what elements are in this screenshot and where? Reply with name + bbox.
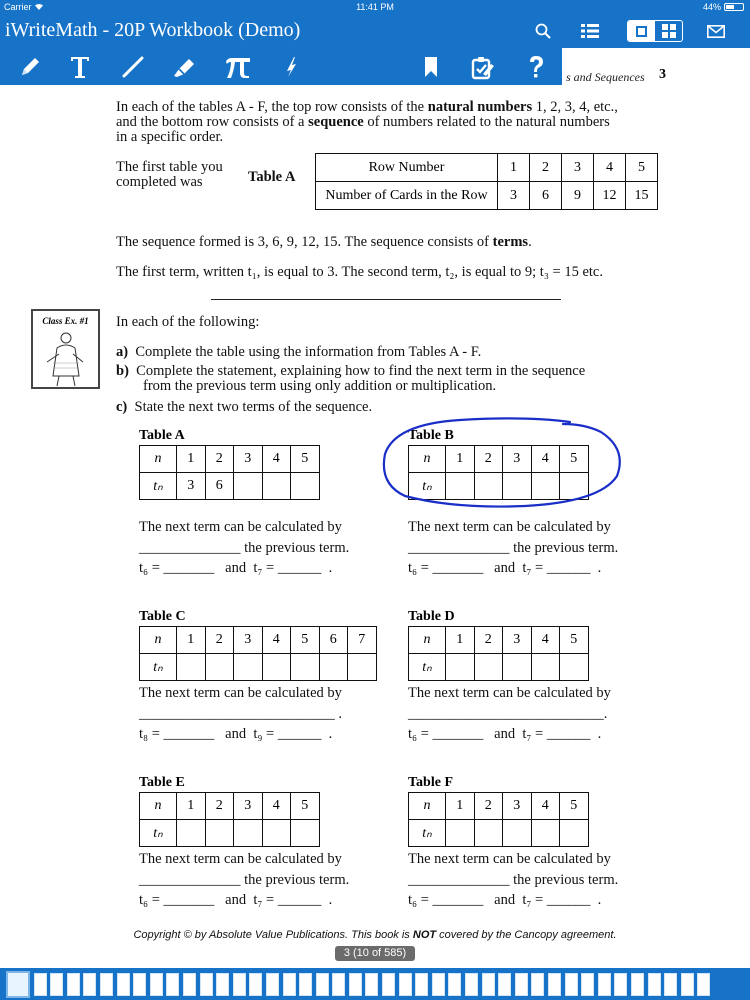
thumbnail[interactable] <box>531 973 544 996</box>
table-cell: 4 <box>262 793 291 820</box>
intro-line-1: In each of the tables A - F, the top row consists of the natural numbers 1, 2, 3, 4, etc., <box>116 99 618 115</box>
answer-cell[interactable] <box>234 654 263 681</box>
row-number-header: Row Number <box>316 154 498 182</box>
thumbnail[interactable] <box>34 973 47 996</box>
table-d-terms[interactable]: t₆ = _______ and t₇ = ______ . <box>408 726 602 742</box>
class-example-badge <box>31 309 100 389</box>
thumbnail[interactable] <box>216 973 229 996</box>
thumbnail[interactable] <box>183 973 196 996</box>
instruction-a: a) Complete the table using the information from Tables A - F. <box>116 344 482 360</box>
answer-cell[interactable] <box>531 654 560 681</box>
table-f-statement: The next term can be calculated by <box>408 851 611 867</box>
table-cell: 3 <box>503 793 532 820</box>
answer-cell[interactable] <box>531 820 560 847</box>
thumbnail[interactable] <box>482 973 495 996</box>
first-table-text-1: The first table you <box>116 159 223 175</box>
table-cell: 2 <box>474 627 503 654</box>
table-cell: 2 <box>205 793 234 820</box>
table-f-label: Table F <box>408 775 453 790</box>
table-a[interactable] <box>139 445 320 500</box>
table-row <box>409 654 589 681</box>
table-cell: 3 <box>234 627 263 654</box>
app-title: iWriteMath - 20P Workbook (Demo) <box>5 19 301 41</box>
class-example-label: Class Ex. #1 <box>42 316 89 326</box>
thumbnail-current[interactable] <box>6 971 30 998</box>
thumbnail[interactable] <box>50 973 63 996</box>
table-cell: 9 <box>562 182 594 210</box>
answer-cell[interactable] <box>503 654 532 681</box>
list-icon[interactable] <box>578 20 602 42</box>
thumbnail[interactable] <box>283 973 296 996</box>
table-cell: 4 <box>531 446 560 473</box>
table-row <box>409 820 589 847</box>
table-a-title: Table A <box>248 169 296 185</box>
table-row <box>140 446 320 473</box>
view-mode-toggle[interactable] <box>627 20 683 42</box>
instruction-b-cont: from the previous term using only addition or multiplication. <box>143 378 497 394</box>
copyright-notice: Copyright © by Absolute Value Publications. This book is NOT covered by the Cancopy agreement. <box>133 929 617 941</box>
table-cell: 15 <box>626 182 658 210</box>
answer-cell[interactable] <box>262 820 291 847</box>
thumbnail[interactable] <box>67 973 80 996</box>
table-f-terms[interactable]: t₆ = _______ and t₇ = ______ . <box>408 892 602 908</box>
first-term-sentence: The first term, written t₁, is equal to 3. The second term, t₂, is equal to 9; t₃ = 15 etc. <box>116 264 603 280</box>
n-header: n <box>409 446 446 473</box>
thumbnail[interactable] <box>233 973 246 996</box>
table-cell: 4 <box>531 627 560 654</box>
instruction-c: c) State the next two terms of the sequence. <box>116 399 373 415</box>
page-thumbnail-strip[interactable] <box>0 968 750 1000</box>
table-cell: 2 <box>474 793 503 820</box>
answer-cell[interactable] <box>291 654 320 681</box>
page-header: s and Sequences <box>566 70 645 84</box>
table-cell: 2 <box>474 446 503 473</box>
thumbnail[interactable] <box>415 973 428 996</box>
answer-cell[interactable] <box>474 654 503 681</box>
thumbnail[interactable] <box>316 973 329 996</box>
thumbnail[interactable] <box>117 973 130 996</box>
line-icon[interactable] <box>117 51 149 82</box>
table-row <box>316 154 658 182</box>
table-cell: 3 <box>498 182 530 210</box>
thumbnail[interactable] <box>299 973 312 996</box>
checklist-icon[interactable] <box>466 51 498 82</box>
table-c-blank[interactable]: ___________________________ . <box>139 706 342 722</box>
answer-cell[interactable] <box>503 820 532 847</box>
table-cell: 3 <box>234 446 263 473</box>
thumbnail[interactable] <box>332 973 345 996</box>
n-header: n <box>140 793 177 820</box>
tn-header: tₙ <box>409 820 446 847</box>
table-cell: 1 <box>446 627 475 654</box>
grid-icon[interactable] <box>655 21 682 41</box>
table-d[interactable] <box>408 626 589 681</box>
table-row <box>140 820 320 847</box>
battery-icon <box>724 3 744 11</box>
table-cell: 4 <box>262 446 291 473</box>
thumbnail[interactable] <box>83 973 96 996</box>
answer-cell[interactable] <box>177 820 206 847</box>
pi-icon[interactable] <box>222 51 254 82</box>
table-a-label: Table A <box>139 428 185 443</box>
n-header: n <box>140 627 177 654</box>
n-header: n <box>409 627 446 654</box>
tn-header: tₙ <box>409 473 446 500</box>
table-b-statement: The next term can be calculated by <box>408 519 611 535</box>
search-icon[interactable] <box>531 20 555 42</box>
intro-line-3: in a specific order. <box>116 129 224 145</box>
table-cell: 1 <box>177 793 206 820</box>
sequence-sentence: The sequence formed is 3, 6, 9, 12, 15. The sequence consists of terms. <box>116 234 532 250</box>
table-cell: 5 <box>291 446 320 473</box>
status-bar <box>0 0 750 14</box>
answer-cell[interactable] <box>234 473 263 500</box>
table-cell: 7 <box>348 627 377 654</box>
text-icon[interactable] <box>64 51 96 82</box>
table-cell: 6 <box>530 182 562 210</box>
thumbnail[interactable] <box>382 973 395 996</box>
pen-icon[interactable] <box>14 51 46 82</box>
table-cell: 2 <box>530 154 562 182</box>
thumbnail[interactable] <box>598 973 611 996</box>
thumbnail[interactable] <box>133 973 146 996</box>
answer-cell[interactable] <box>177 654 206 681</box>
single-page-icon[interactable] <box>628 21 655 41</box>
table-cell: 4 <box>594 154 626 182</box>
answer-cell[interactable] <box>348 654 377 681</box>
table-cell: 3 <box>503 446 532 473</box>
table-cell: 2 <box>205 627 234 654</box>
help-icon[interactable] <box>520 51 552 82</box>
answer-cell[interactable] <box>319 654 348 681</box>
answer-cell[interactable] <box>291 820 320 847</box>
thumbnail[interactable] <box>681 973 694 996</box>
table-cell: 5 <box>626 154 658 182</box>
table-cell: 5 <box>291 793 320 820</box>
table-d-statement: The next term can be calculated by <box>408 685 611 701</box>
thumbnail[interactable] <box>448 973 461 996</box>
table-b-blank[interactable]: ______________ the previous term. <box>408 540 619 556</box>
cards-header: Number of Cards in the Row <box>316 182 498 210</box>
thumbnail[interactable] <box>631 973 644 996</box>
answer-cell[interactable] <box>474 820 503 847</box>
thumbnail[interactable] <box>399 973 412 996</box>
thumbnail[interactable] <box>349 973 362 996</box>
thumbnail[interactable] <box>432 973 445 996</box>
answer-cell[interactable] <box>262 473 291 500</box>
tn-header: tₙ <box>140 473 177 500</box>
bookmark-icon[interactable] <box>415 51 447 82</box>
answer-cell[interactable] <box>560 820 589 847</box>
table-a-blank[interactable]: ______________ the previous term. <box>139 540 350 556</box>
table-b-terms[interactable]: t₆ = _______ and t₇ = ______ . <box>408 560 602 576</box>
table-cell: 1 <box>177 446 206 473</box>
row-cards-table <box>315 153 658 210</box>
status-time: 11:41 PM <box>356 2 394 12</box>
table-cell: 1 <box>446 793 475 820</box>
table-e[interactable] <box>139 792 320 847</box>
instruction-b: b) Complete the statement, explaining how to find the next term in the sequence <box>116 363 586 379</box>
table-cell: 6 <box>319 627 348 654</box>
highlighter-icon[interactable] <box>168 51 200 82</box>
thumbnail[interactable] <box>498 973 511 996</box>
table-cell: 12 <box>594 182 626 210</box>
table-cell: 5 <box>560 793 589 820</box>
page-number: 3 <box>659 67 666 82</box>
intro-line-2: and the bottom row consists of a sequence of numbers related to the natural numbers <box>116 114 610 130</box>
thumbnail[interactable] <box>648 973 661 996</box>
workbook-page[interactable] <box>0 48 750 968</box>
ink-circle-annotation[interactable] <box>375 414 625 514</box>
thumbnail[interactable] <box>266 973 279 996</box>
table-f[interactable] <box>408 792 589 847</box>
answer-cell[interactable]: 6 <box>205 473 234 500</box>
annotation-toolbar <box>0 48 562 85</box>
thumbnail[interactable] <box>249 973 262 996</box>
table-cell: 1 <box>177 627 206 654</box>
thumbnail[interactable] <box>581 973 594 996</box>
table-cell: 2 <box>205 446 234 473</box>
table-cell: 1 <box>498 154 530 182</box>
table-cell: 5 <box>291 627 320 654</box>
answer-cell[interactable] <box>446 654 475 681</box>
table-b-label: Table B <box>408 428 454 443</box>
table-c-terms[interactable]: t₈ = _______ and t₉ = ______ . <box>139 726 333 742</box>
table-row <box>409 627 589 654</box>
table-d-blank[interactable]: ___________________________. <box>408 706 608 722</box>
thumbnail[interactable] <box>664 973 677 996</box>
answer-cell[interactable] <box>262 654 291 681</box>
answer-cell[interactable] <box>291 473 320 500</box>
table-a-statement: The next term can be calculated by <box>139 519 342 535</box>
table-e-terms[interactable]: t₆ = _______ and t₇ = ______ . <box>139 892 333 908</box>
table-row <box>140 654 377 681</box>
answer-cell[interactable] <box>205 654 234 681</box>
page-indicator: 3 (10 of 585) <box>335 946 415 961</box>
table-cell: 4 <box>531 793 560 820</box>
in-each-following: In each of the following: <box>116 314 260 330</box>
tn-header: tₙ <box>409 654 446 681</box>
status-right <box>703 2 744 12</box>
table-cell: 4 <box>262 627 291 654</box>
table-d-label: Table D <box>408 609 455 624</box>
thumbnail[interactable] <box>515 973 528 996</box>
tn-header: tₙ <box>140 654 177 681</box>
title-bar <box>0 14 750 48</box>
carrier-label: Carrier <box>4 2 32 12</box>
answer-cell[interactable] <box>234 820 263 847</box>
thumbnail[interactable] <box>614 973 627 996</box>
table-row <box>409 793 589 820</box>
n-header: n <box>409 793 446 820</box>
table-c[interactable] <box>139 626 377 681</box>
table-cell: 3 <box>562 154 594 182</box>
table-a-terms[interactable]: t₆ = _______ and t₇ = ______ . <box>139 560 333 576</box>
table-cell: 3 <box>234 793 263 820</box>
teacher-icon <box>33 328 98 388</box>
thumbnail[interactable] <box>365 973 378 996</box>
thumbnail[interactable] <box>565 973 578 996</box>
thumbnail[interactable] <box>548 973 561 996</box>
table-row <box>140 627 377 654</box>
first-table-text-2: completed was <box>116 174 203 190</box>
answer-cell[interactable] <box>205 820 234 847</box>
pointer-icon[interactable] <box>275 51 307 82</box>
answer-cell[interactable] <box>446 820 475 847</box>
table-cell: 1 <box>446 446 475 473</box>
answer-cell[interactable]: 3 <box>177 473 206 500</box>
tn-header: tₙ <box>140 820 177 847</box>
thumbnail[interactable] <box>100 973 113 996</box>
table-f-blank[interactable]: ______________ the previous term. <box>408 872 619 888</box>
table-e-label: Table E <box>139 775 185 790</box>
mail-icon[interactable] <box>704 20 728 42</box>
table-c-label: Table C <box>139 609 186 624</box>
thumbnail[interactable] <box>150 973 163 996</box>
thumbnail[interactable] <box>200 973 213 996</box>
table-e-blank[interactable]: ______________ the previous term. <box>139 872 350 888</box>
table-row <box>140 793 320 820</box>
table-cell: 3 <box>503 627 532 654</box>
table-row <box>140 473 320 500</box>
table-row <box>316 182 658 210</box>
thumbnail[interactable] <box>697 973 710 996</box>
table-cell: 5 <box>560 446 589 473</box>
battery-percent: 44% <box>702 2 721 12</box>
table-cell: 5 <box>560 627 589 654</box>
table-e-statement: The next term can be calculated by <box>139 851 342 867</box>
answer-cell[interactable] <box>560 654 589 681</box>
thumbnail[interactable] <box>166 973 179 996</box>
divider <box>211 299 561 300</box>
thumbnail[interactable] <box>465 973 478 996</box>
n-header: n <box>140 446 177 473</box>
table-c-statement: The next term can be calculated by <box>139 685 342 701</box>
